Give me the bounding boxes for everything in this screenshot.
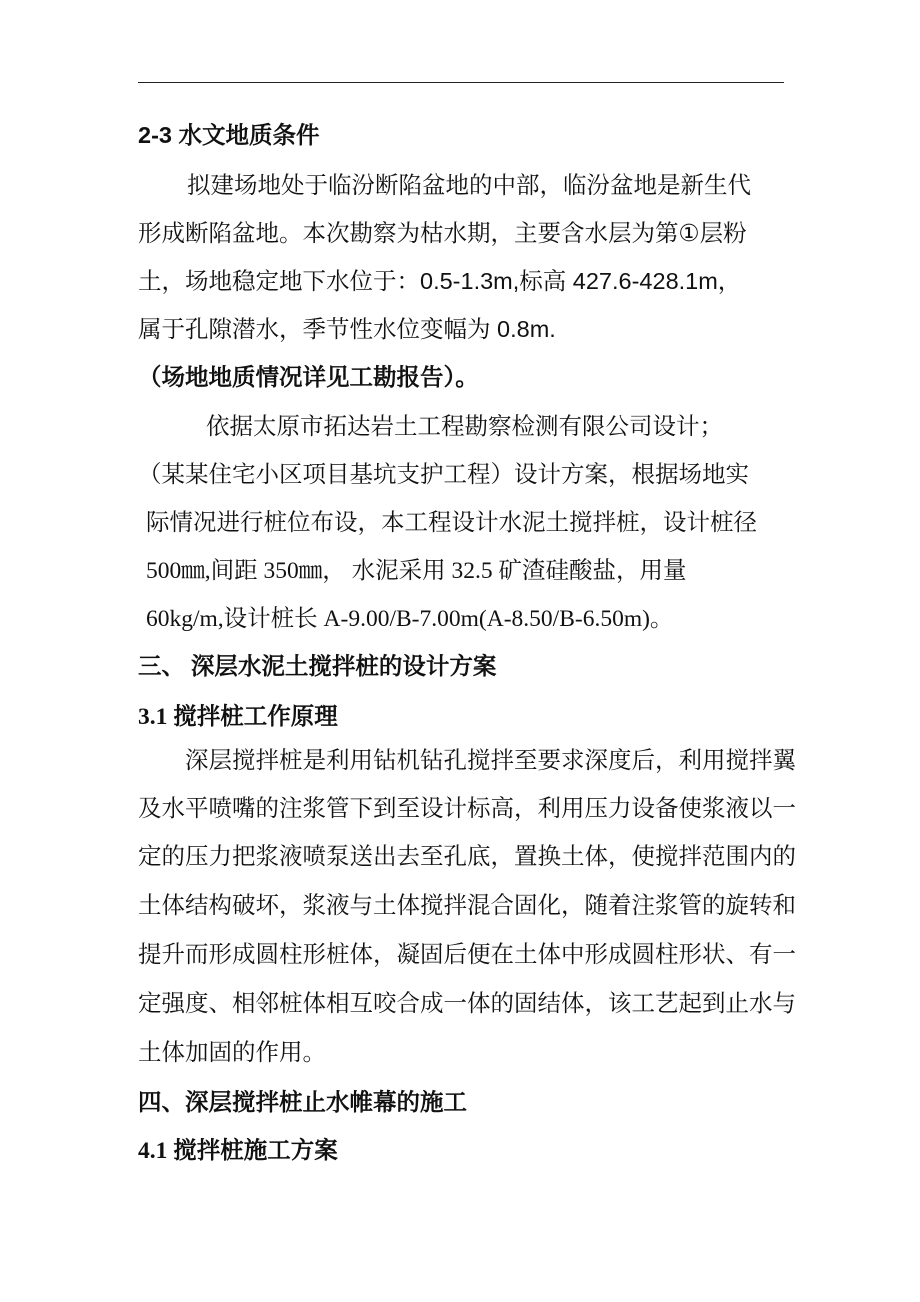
section-3-heading: 三、 深层水泥土搅拌桩的设计方案 xyxy=(138,654,497,680)
survey-report-note: （场地地质情况详见工勘报告）。 xyxy=(138,364,479,390)
section-4-1-heading: 4.1 搅拌桩施工方案 xyxy=(138,1138,338,1164)
hydro-paragraph-line-3: 土，场地稳定地下水位于：0.5-1.3m,标高 427.6-428.1m， xyxy=(138,268,742,294)
section-2-3-heading: 2-3 水文地质条件 xyxy=(138,122,320,148)
section-3-1-heading: 3.1 搅拌桩工作原理 xyxy=(138,704,338,730)
hydro-paragraph-line-2: 形成断陷盆地。本次勘察为枯水期，主要含水层为第①层粉 xyxy=(138,220,747,246)
principle-line-2: 及水平喷嘴的注浆管下到至设计标高，利用压力设备使浆液以一 xyxy=(138,796,796,822)
section-4-heading: 四、深层搅拌桩止水帷幕的施工 xyxy=(138,1090,467,1116)
principle-line-1: 深层搅拌桩是利用钻机钻孔搅拌至要求深度后，利用搅拌翼 xyxy=(185,748,796,774)
principle-line-4: 土体结构破坏，浆液与土体搅拌混合固化，随着注浆管的旋转和 xyxy=(138,893,796,919)
design-line-4: 500㎜,间距 350㎜， 水泥采用 32.5 矿渣硅酸盐，用量 xyxy=(146,558,687,584)
principle-line-5: 提升而形成圆柱形桩体，凝固后便在土体中形成圆柱形状、有一 xyxy=(138,942,796,968)
principle-line-6: 定强度、相邻桩体相互咬合成一体的固结体，该工艺起到止水与 xyxy=(138,991,796,1017)
design-line-1: 依据太原市拓达岩土工程勘察检测有限公司设计； xyxy=(206,414,723,440)
hydro-paragraph-line-4: 属于孔隙潜水，季节性水位变幅为 0.8m. xyxy=(138,316,556,342)
design-line-3: 际情况进行桩位布设，本工程设计水泥土搅拌桩，设计桩径 xyxy=(146,510,757,536)
design-line-5: 60kg/m,设计桩长 A-9.00/B-7.00m(A-8.50/B-6.50m)。 xyxy=(146,606,674,632)
principle-line-7: 土体加固的作用。 xyxy=(138,1040,326,1066)
design-line-2: （某某住宅小区项目基坑支护工程）设计方案，根据场地实 xyxy=(138,462,749,488)
hydro-paragraph-line-1: 拟建场地处于临汾断陷盆地的中部，临汾盆地是新生代 xyxy=(187,172,751,198)
header-rule xyxy=(138,82,784,83)
principle-line-3: 定的压力把浆液喷泵送出去至孔底，置换土体，使搅拌范围内的 xyxy=(138,844,796,870)
